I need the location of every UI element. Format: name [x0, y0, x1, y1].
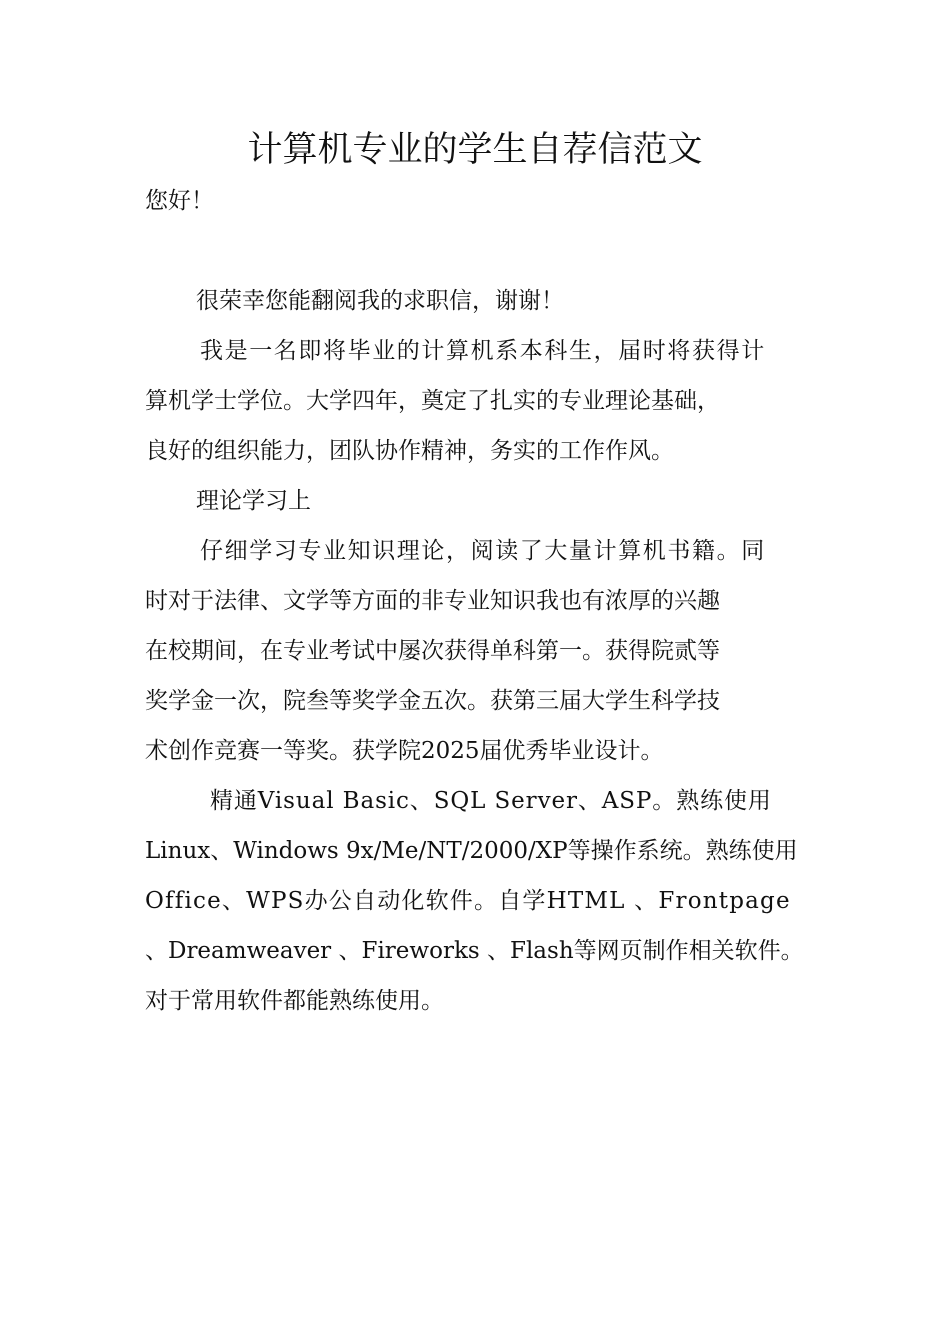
greeting: 您好！ — [145, 188, 214, 214]
paragraph-line: 精通Visual Basic、SQL Server、ASP。熟练使用 — [210, 788, 772, 814]
paragraph-line: Office、WPS办公自动化软件。自学HTML 、Frontpage — [145, 888, 791, 914]
paragraph-line: 很荣幸您能翻阅我的求职信，谢谢！ — [196, 288, 564, 314]
paragraph-line: 对于常用软件都能熟练使用。 — [145, 988, 444, 1014]
paragraph-line: 术创作竞赛一等奖。获学院2025届优秀毕业设计。 — [145, 738, 664, 764]
section-heading: 理论学习上 — [196, 488, 311, 514]
paragraph-line: 算机学士学位。大学四年，奠定了扎实的专业理论基础， — [145, 388, 720, 414]
paragraph-line: 良好的组织能力，团队协作精神，务实的工作作风。 — [145, 438, 674, 464]
paragraph-line: 我是一名即将毕业的计算机系本科生，届时将获得计 — [200, 338, 766, 364]
paragraph-line: Linux、Windows 9x/Me/NT/2000/XP等操作系统。熟练使用 — [145, 838, 798, 864]
paragraph-line: 时对于法律、文学等方面的非专业知识我也有浓厚的兴趣 — [145, 588, 720, 614]
paragraph-line: 在校期间，在专业考试中屡次获得单科第一。获得院贰等 — [145, 638, 720, 664]
paragraph-line: 仔细学习专业知识理论，阅读了大量计算机书籍。同 — [200, 538, 766, 564]
paragraph-line: 奖学金一次，院叁等奖学金五次。获第三届大学生科学技 — [145, 688, 720, 714]
paragraph-line: 、Dreamweaver 、Fireworks 、Flash等网页制作相关软件。 — [145, 938, 804, 964]
document-title: 计算机专业的学生自荐信范文 — [247, 130, 703, 170]
